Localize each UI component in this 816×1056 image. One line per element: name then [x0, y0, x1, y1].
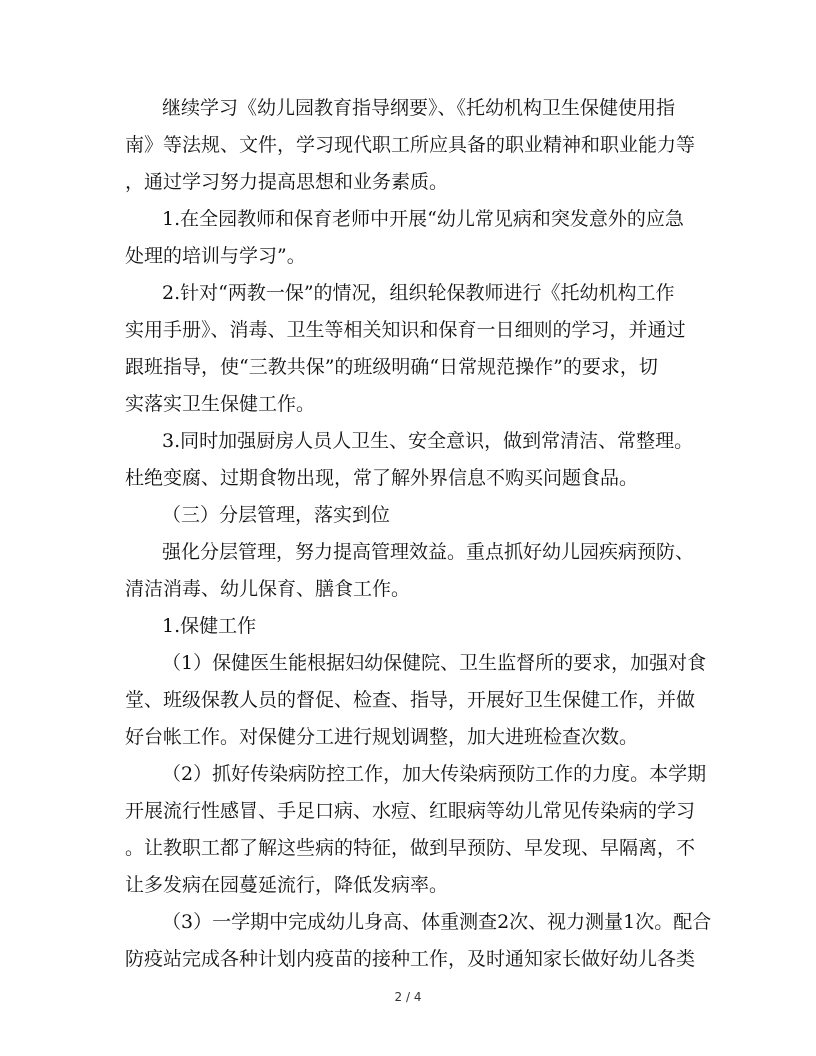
text-line: 强化分层管理，努力提高管理效益。重点抓好幼儿园疾病预防、: [162, 541, 695, 563]
text-line: 1.在全园教师和保育老师中开展“幼儿常见病和突发意外的应急: [162, 208, 684, 230]
text-line: （1）保健医生能根据妇幼保健院、卫生监督所的要求，加强对食: [162, 652, 707, 674]
text-line: 处理的培训与学习”。: [125, 245, 306, 267]
subsection-heading: 1.保健工作: [162, 615, 257, 637]
text-line: 南》等法规、文件，学习现代职工所应具备的职业精神和职业能力等: [125, 134, 696, 156]
text-line: 继续学习《幼儿园教育指导纲要》、《托幼机构卫生保健使用指: [162, 97, 676, 119]
text-line: （2）抓好传染病防控工作，加大传染病预防工作的力度。本学期: [162, 763, 707, 785]
text-line: 实落实卫生保健工作。: [125, 393, 316, 415]
section-heading: （三）分层管理，落实到位: [162, 504, 391, 526]
text-line: 让多发病在园蔓延流行，降低发病率。: [125, 874, 449, 896]
text-line: 堂、班级保教人员的督促、检查、指导，开展好卫生保健工作，并做: [125, 689, 696, 711]
text-line: 清洁消毒、幼儿保育、膳食工作。: [125, 578, 411, 600]
text-line: 好台帐工作。对保健分工进行规划调整，加大进班检查次数。: [125, 726, 639, 748]
text-line: 。让教职工都了解这些病的特征，做到早预防、早发现、早隔离，不: [125, 837, 696, 859]
text-line: 开展流行性感冒、手足口病、水痘、红眼病等幼儿常见传染病的学习: [125, 800, 696, 822]
text-line: 3.同时加强厨房人员人卫生、安全意识，做到常清洁、常整理。: [162, 430, 694, 452]
page-number: 2 / 4: [394, 990, 422, 1004]
text-line: （3）一学期中完成幼儿身高、体重测查2次、视力测量1次。配合: [162, 911, 712, 933]
text-line: 防疫站完成各种计划内疫苗的接种工作，及时通知家长做好幼儿各类: [125, 948, 696, 970]
text-line: ，通过学习努力提高思想和业务素质。: [125, 171, 449, 193]
text-line: 跟班指导，使“三教共保”的班级明确“日常规范操作”的要求，切: [125, 356, 658, 378]
text-line: 实用手册》、消毒、卫生等相关知识和保育一日细则的学习，并通过: [125, 319, 686, 341]
text-line: 杜绝变腐、过期食物出现，常了解外界信息不购买问题食品。: [125, 467, 639, 489]
text-line: 2.针对“两教一保”的情况，组织轮保教师进行《托幼机构工作: [162, 282, 675, 304]
